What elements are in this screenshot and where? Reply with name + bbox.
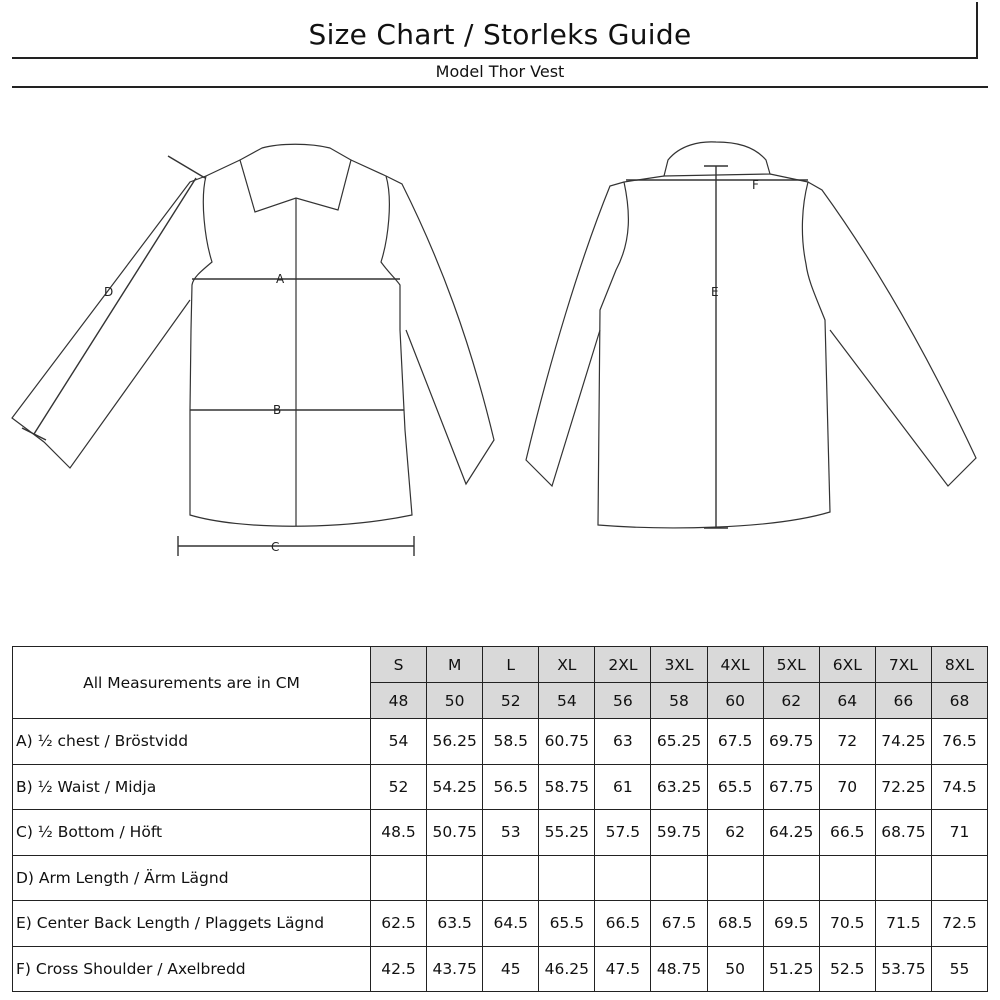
measurement-value: 68.5	[707, 901, 763, 947]
eu-size-cell: 68	[931, 683, 987, 719]
measurement-value: 59.75	[651, 810, 707, 856]
measurement-value: 47.5	[595, 946, 651, 992]
measurement-value: 71.5	[875, 901, 931, 947]
measurement-value: 58.75	[539, 764, 595, 810]
measurement-value: 52.5	[819, 946, 875, 992]
front-left-sleeve	[12, 176, 206, 468]
measurement-value: 61	[595, 764, 651, 810]
eu-size-cell: 52	[483, 683, 539, 719]
measurement-value: 74.5	[931, 764, 987, 810]
size-header-cell: 5XL	[763, 647, 819, 683]
measurement-row	[13, 719, 988, 765]
measurement-value: 67.5	[707, 719, 763, 765]
measurement-value: 56.25	[427, 719, 483, 765]
measure-label-e: E	[711, 285, 719, 299]
measurement-value	[483, 855, 539, 901]
eu-size-cell: 64	[819, 683, 875, 719]
measure-label-b: B	[273, 403, 282, 417]
measurement-value: 45	[483, 946, 539, 992]
measurement-value: 58.5	[483, 719, 539, 765]
units-note: All Measurements are in CM	[13, 647, 371, 719]
measurement-value: 55.25	[539, 810, 595, 856]
measurement-value: 72.5	[931, 901, 987, 947]
measurement-label: B) ½ Waist / Midja	[13, 764, 371, 810]
measure-tick-d-bottom	[22, 428, 46, 440]
size-header-cell: M	[427, 647, 483, 683]
measurement-value: 64.25	[763, 810, 819, 856]
measurement-value	[763, 855, 819, 901]
measurement-value: 65.5	[539, 901, 595, 947]
measurement-value: 63	[595, 719, 651, 765]
measurement-value: 53.75	[875, 946, 931, 992]
measurement-value: 48.5	[371, 810, 427, 856]
front-view-sketch	[12, 144, 494, 556]
measure-label-a: A	[276, 272, 285, 286]
eu-size-cell: 48	[371, 683, 427, 719]
eu-size-cell: 58	[651, 683, 707, 719]
measurement-value: 66.5	[819, 810, 875, 856]
page-subtitle: Model Thor Vest	[435, 62, 565, 81]
measure-line-d	[34, 178, 196, 434]
measurement-value: 68.75	[875, 810, 931, 856]
measurement-value: 74.25	[875, 719, 931, 765]
measurement-value: 67.75	[763, 764, 819, 810]
measurement-value: 50.75	[427, 810, 483, 856]
measurement-value	[707, 855, 763, 901]
measurement-value	[371, 855, 427, 901]
measurement-value: 69.75	[763, 719, 819, 765]
page-title: Size Chart / Storleks Guide	[308, 18, 692, 51]
measurement-value: 66.5	[595, 901, 651, 947]
size-header-cell: 2XL	[595, 647, 651, 683]
measurement-value: 71	[931, 810, 987, 856]
measurement-value: 70	[819, 764, 875, 810]
size-header-cell: XL	[539, 647, 595, 683]
measurement-value: 56.5	[483, 764, 539, 810]
measurement-value: 67.5	[651, 901, 707, 947]
back-view-sketch	[526, 142, 976, 528]
size-header-cell: 3XL	[651, 647, 707, 683]
size-header-cell: S	[371, 647, 427, 683]
measure-label-c: C	[271, 540, 280, 554]
measurement-row	[13, 855, 988, 901]
measurement-value: 54	[371, 719, 427, 765]
size-header-cell: L	[483, 647, 539, 683]
measurement-value	[651, 855, 707, 901]
measurement-label: E) Center Back Length / Plaggets Lägnd	[13, 901, 371, 947]
size-table	[12, 646, 988, 992]
measurement-value: 54.25	[427, 764, 483, 810]
measurement-value: 65.25	[651, 719, 707, 765]
measurement-value: 65.5	[707, 764, 763, 810]
measurement-value	[875, 855, 931, 901]
measurement-value: 70.5	[819, 901, 875, 947]
measurement-value	[427, 855, 483, 901]
measurement-value: 53	[483, 810, 539, 856]
measurement-row	[13, 764, 988, 810]
front-right-sleeve	[386, 176, 494, 484]
measurement-value	[539, 855, 595, 901]
back-right-sleeve	[808, 182, 976, 486]
measurement-value: 64.5	[483, 901, 539, 947]
measurement-value: 51.25	[763, 946, 819, 992]
measurement-value: 63.25	[651, 764, 707, 810]
back-left-sleeve	[526, 182, 624, 486]
measurement-value: 72.25	[875, 764, 931, 810]
eu-size-cell: 54	[539, 683, 595, 719]
measurement-value: 46.25	[539, 946, 595, 992]
measurement-value: 48.75	[651, 946, 707, 992]
front-body-outline	[190, 160, 412, 526]
measurement-value: 72	[819, 719, 875, 765]
measurement-value	[595, 855, 651, 901]
eu-size-cell: 62	[763, 683, 819, 719]
measurement-value: 55	[931, 946, 987, 992]
measurement-value: 42.5	[371, 946, 427, 992]
eu-size-cell: 56	[595, 683, 651, 719]
measurement-value: 50	[707, 946, 763, 992]
measurement-value: 62.5	[371, 901, 427, 947]
size-header-cell: 7XL	[875, 647, 931, 683]
measurement-value: 63.5	[427, 901, 483, 947]
measurement-value: 62	[707, 810, 763, 856]
measurement-label: F) Cross Shoulder / Axelbredd	[13, 946, 371, 992]
measurement-value: 57.5	[595, 810, 651, 856]
back-collar	[664, 142, 770, 176]
measure-label-f: F	[752, 178, 759, 192]
measurement-value: 69.5	[763, 901, 819, 947]
eu-size-cell: 66	[875, 683, 931, 719]
measurement-label: C) ½ Bottom / Höft	[13, 810, 371, 856]
measurement-row	[13, 901, 988, 947]
measurement-value: 43.75	[427, 946, 483, 992]
measure-label-d: D	[104, 285, 114, 299]
size-header-cell: 4XL	[707, 647, 763, 683]
measurement-value: 60.75	[539, 719, 595, 765]
measurement-row	[13, 946, 988, 992]
eu-size-cell: 50	[427, 683, 483, 719]
size-header-cell: 8XL	[931, 647, 987, 683]
back-body-outline	[598, 174, 830, 528]
measurement-value: 76.5	[931, 719, 987, 765]
measurement-value	[931, 855, 987, 901]
measurement-label: A) ½ chest / Bröstvidd	[13, 719, 371, 765]
measurement-value: 52	[371, 764, 427, 810]
measurement-value	[819, 855, 875, 901]
measurement-row	[13, 810, 988, 856]
eu-size-cell: 60	[707, 683, 763, 719]
measure-tick-d-top	[168, 156, 205, 178]
measurement-label: D) Arm Length / Ärm Lägnd	[13, 855, 371, 901]
size-header-cell: 6XL	[819, 647, 875, 683]
size-header-row	[13, 647, 988, 683]
